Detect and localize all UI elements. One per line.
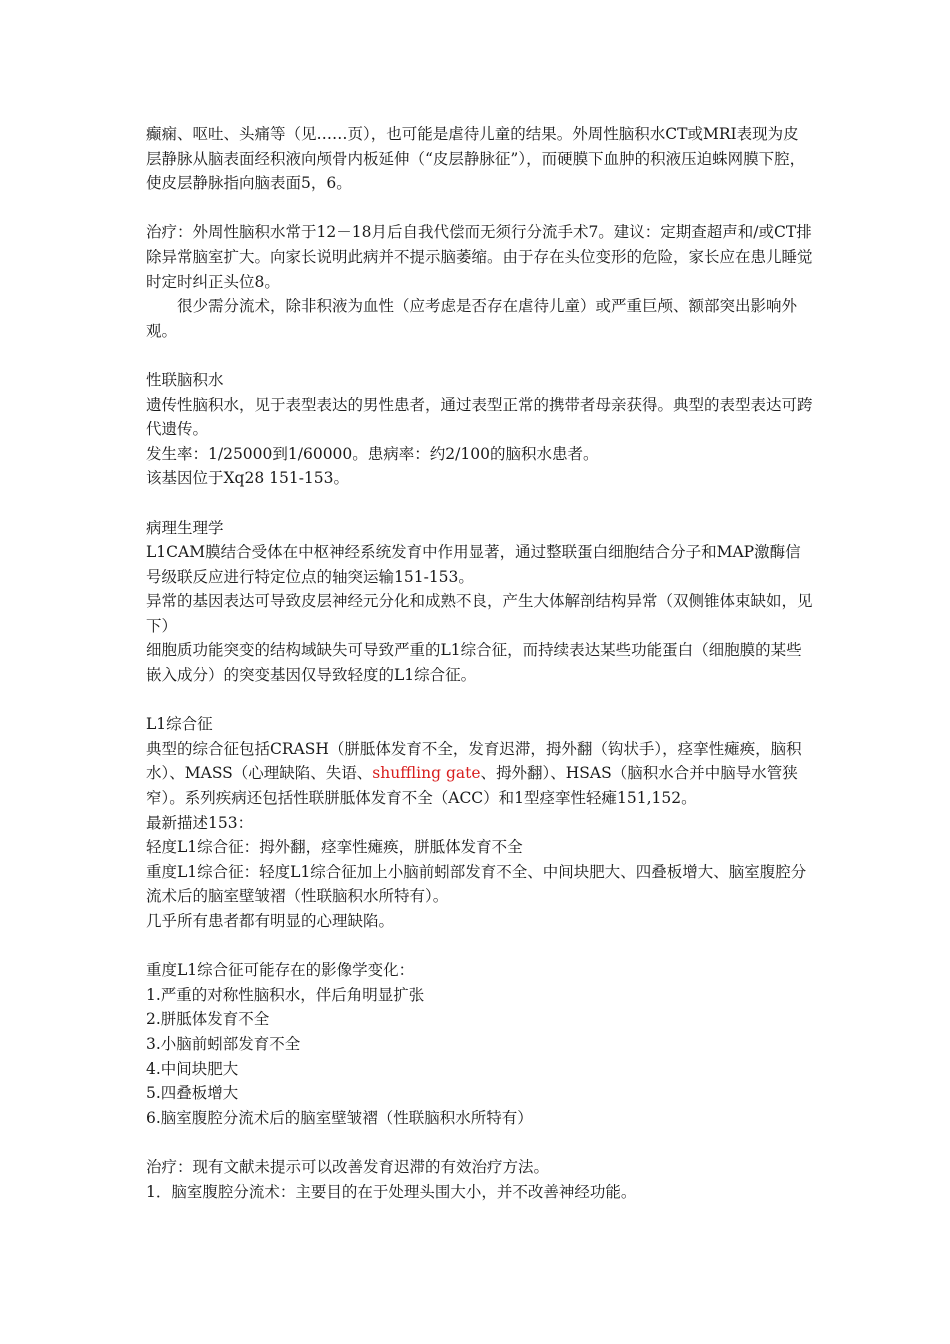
paragraph-gap (146, 343, 814, 368)
list-item: 2.胼胝体发育不全 (146, 1010, 270, 1029)
list-item: 6.脑室腹腔分流术后的脑室壁皱褶（性联脑积水所特有） (146, 1108, 533, 1127)
section-heading-xlinked-hydrocephalus: 性联脑积水 (146, 370, 224, 389)
paragraph-gap (146, 1130, 814, 1155)
list-item: 3.小脑前蚓部发育不全 (146, 1034, 301, 1053)
paragraph-gap (146, 196, 814, 221)
paragraph-xlinked-incidence: 发生率：1/25000到1/60000。患病率：约2/100的脑积水患者。 (146, 444, 599, 463)
paragraph-severe-l1: 重度L1综合征：轻度L1综合征加上小脑前蚓部发育不全、中间块肥大、四叠板增大、脑室腹腔分流术后的脑室壁皱褶（性联脑积水所特有）。 (146, 862, 807, 906)
list-item: 4.中间块肥大 (146, 1059, 239, 1078)
text-segment: 、拇外翻）、HSAS（脑积水合并中脑导水管狭窄）。系列疾病还包括性联胼胝体发育不全（ACC）和1型痉挛性轻瘫151,152。 (146, 764, 798, 808)
paragraph-l1cam-role: L1CAM膜结合受体在中枢神经系统发育中作用显著，通过整联蛋白细胞结合分子和MAP激酶信号级联反应进行特定位点的轴突运输151-153。 (146, 543, 801, 586)
paragraph-mild-l1: 轻度L1综合征：拇外翻，痉挛性瘫痪，胼胝体发育不全 (146, 838, 523, 857)
paragraph-l1-syndrome-spectrum (146, 737, 814, 811)
highlighted-term: shuffling gate (372, 764, 481, 783)
paragraph-latest-description: 最新描述153： (146, 813, 254, 832)
section-heading-l1-syndrome: L1综合征 (146, 715, 213, 734)
paragraph-xlinked-gene-locus: 该基因位于Xq28 151-153。 (146, 469, 350, 488)
list-item: 1.严重的对称性脑积水，伴后角明显扩张 (146, 985, 425, 1004)
paragraph-mental-deficit: 几乎所有患者都有明显的心理缺陷。 (146, 912, 395, 930)
document-page (146, 122, 814, 1204)
list-item: 5.四叠板增大 (146, 1084, 239, 1103)
section-heading-pathophysiology: 病理生理学 (146, 518, 224, 537)
paragraph-gap (146, 491, 814, 516)
section-heading-imaging-changes: 重度L1综合征可能存在的影像学变化： (146, 961, 415, 980)
text-segment: 典型的综合征包括CRASH（胼胝体发育不全，发育迟滞，拇外翻（钩状手），痉挛性瘫痪，脑积水）、MASS（心理缺陷、失语、 (146, 739, 802, 783)
section-heading-treatment: 治疗：现有文献未提示可以改善发育迟滞的有效治疗方法。 (146, 1157, 550, 1176)
paragraph-domain-deletion: 细胞质功能突变的结构域缺失可导致严重的L1综合征，而持续表达某些功能蛋白（细胞膜的某些嵌入成分）的突变基因仅导致轻度的L1综合征。 (146, 641, 802, 685)
paragraph-xlinked-inheritance: 遗传性脑积水，见于表型表达的男性患者，通过表型正常的携带者母亲获得。典型的表型表达可跨代遗传。 (146, 395, 813, 439)
paragraph-gap (146, 934, 814, 959)
paragraph-shunt-rarely-needed: 很少需分流术，除非积液为血性（应考虑是否存在虐待儿童）或严重巨颅、额部突出影响外观。 (146, 297, 798, 340)
paragraph-abnormal-expression: 异常的基因表达可导致皮层神经元分化和成熟不良，产生大体解剖结构异常（双侧锥体束缺如，见下） (146, 592, 813, 635)
paragraph-peripheral-treatment: 治疗：外周性脑积水常于12－18月后自我代偿而无须行分流手术7。建议：定期查超声和/或CT排除异常脑室扩大。向家长说明此病并不提示脑萎缩。由于存在头位变形的危险，家长应在患儿睡觉时定时纠正头位8。 (146, 223, 813, 291)
paragraph-vp-shunt: 1．脑室腹腔分流术：主要目的在于处理头围大小，并不改善神经功能。 (146, 1182, 637, 1201)
paragraph-gap (146, 688, 814, 713)
paragraph-peripheral-hydrocephalus-imaging: 癫痫、呕吐、头痛等（见……页），也可能是虐待儿童的结果。外周性脑积水CT或MRI表现为皮层静脉从脑表面经积液向颅骨内板延伸（“皮层静脉征”），而硬膜下血肿的积液压迫蛛网膜下腔，使皮层静脉指向脑表面5，6。 (146, 125, 806, 193)
